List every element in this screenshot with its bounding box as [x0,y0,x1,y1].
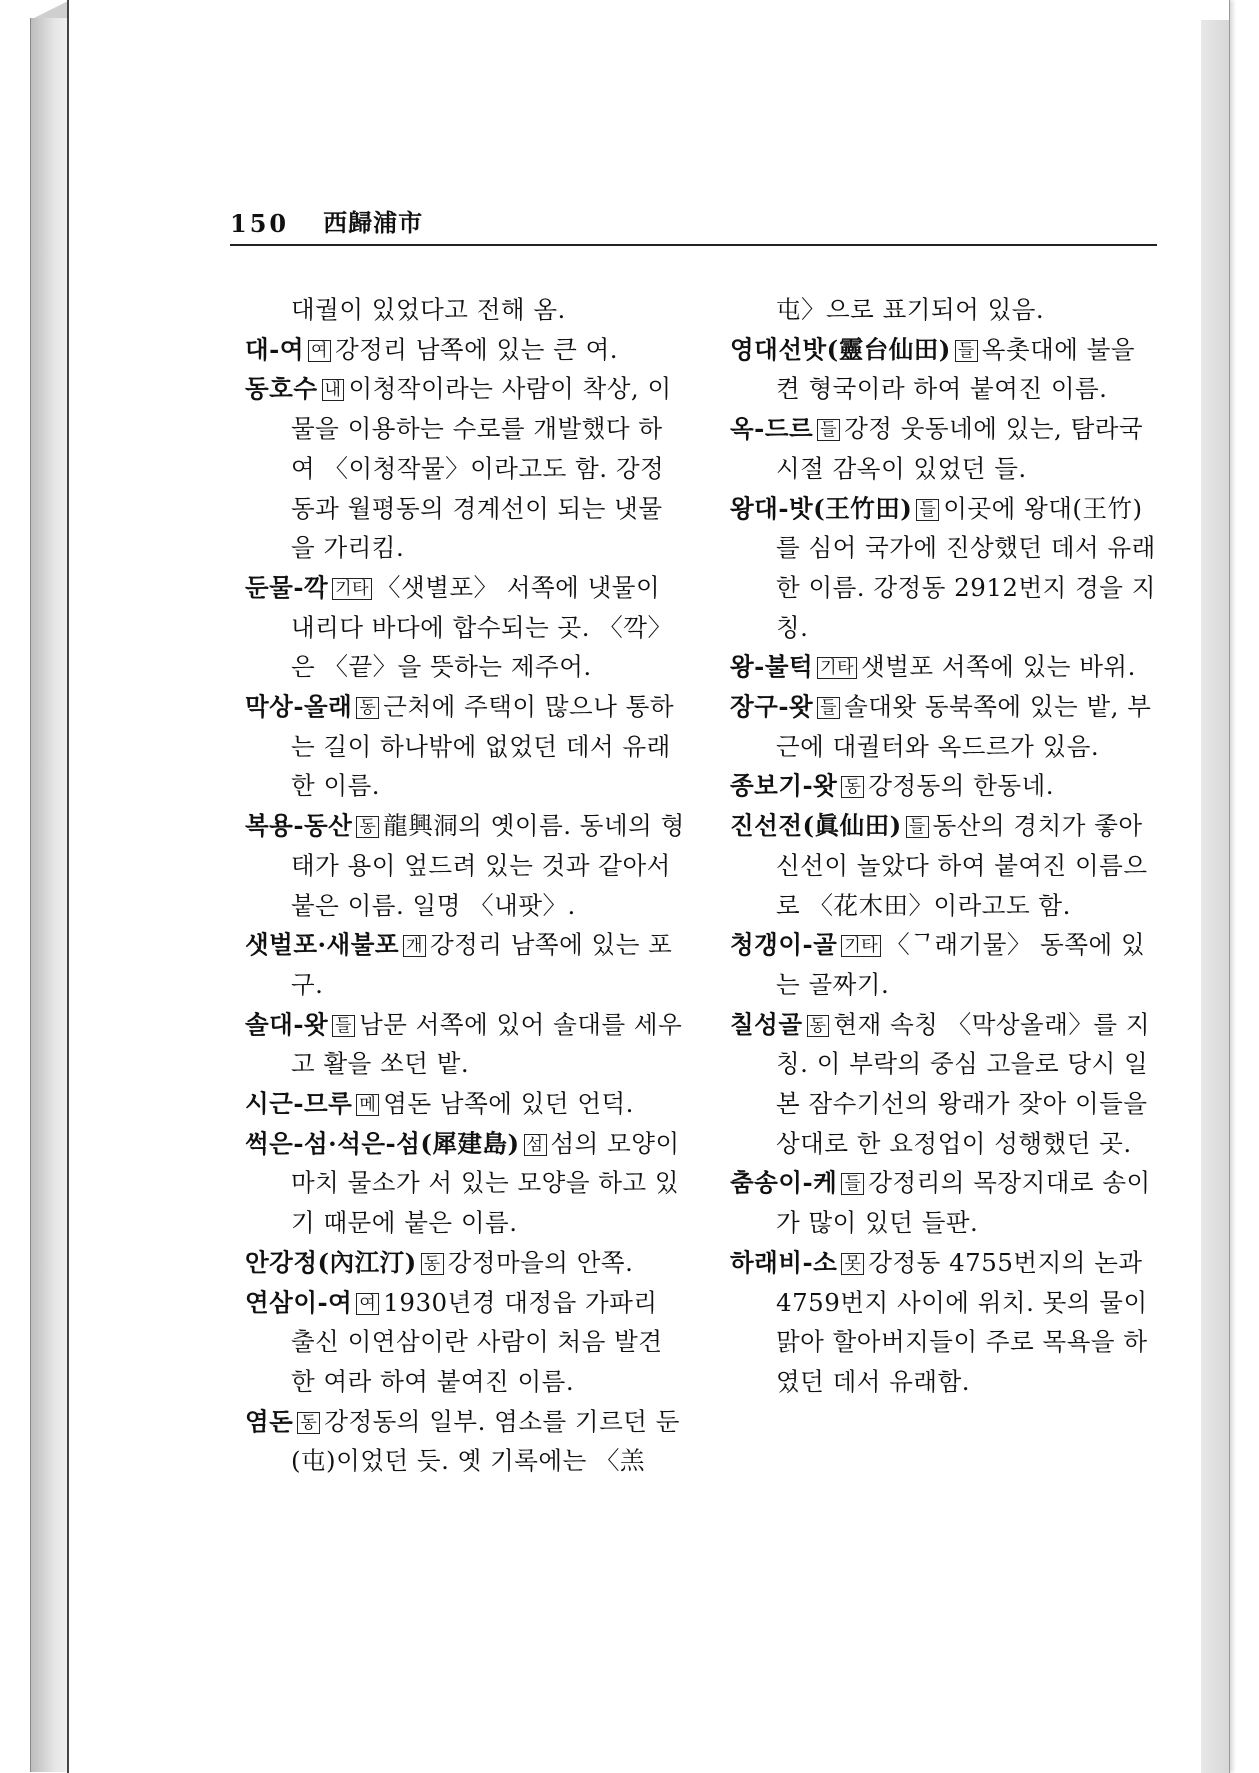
entry-definition: 대궐이 있었다고 전해 옴. [291,295,566,324]
page-header [230,210,1157,246]
entry-category-tag: 기타 [817,657,857,679]
entry-definition: 〈ᄀ래기물〉 동쪽에 있는 골짜기. [776,930,1146,999]
entry-category-tag: 동 [841,776,864,798]
entry-definition: 강정리 남쪽에 있는 포구. [291,930,673,999]
entry-category-tag: 들 [332,1015,355,1037]
entry-category-tag: 내 [322,379,345,401]
entry-headword: 연삼이-여 [245,1287,353,1317]
entry-category-tag: 개 [403,935,426,957]
entry-definition: 강정동 4755번지의 논과 4759번지 사이에 위치. 못의 물이 맑아 할아버지들이 주로 목욕을 하였던 데서 유래함. [776,1247,1148,1396]
entry-headword: 장구-왓 [730,692,814,722]
entry-headword: 왕대-밧(王竹田) [730,493,913,523]
entry-definition: 강정리의 목장지대로 송이가 많이 있던 들판. [776,1168,1151,1238]
page-right-edge [1201,20,1229,1773]
entry-category-tag: 동 [807,1015,830,1037]
entry-definition: 섬의 모양이 마치 물소가 서 있는 모양을 하고 있기 때문에 붙은 이름. [291,1128,680,1238]
entry-definition: 염돈 남쪽에 있던 언덕. [383,1089,634,1119]
dictionary-entry [245,1124,685,1243]
entry-headword: 청갱이-골 [730,930,838,960]
entry-category-tag: 들 [955,340,978,362]
dictionary-entry [245,925,685,1004]
entry-definition: 屯〉으로 표기되어 있음. [776,295,1045,324]
entry-category-tag: 들 [817,697,840,719]
dictionary-entry [245,568,685,687]
entry-definition: 이곳에 왕대(王竹)를 심어 국가에 진상했던 데서 유래한 이름. 강정동 2912번지 경을 지칭. [776,493,1156,642]
entry-definition: 현재 속칭 〈막상올래〉를 지칭. 이 부락의 중심 고을로 당시 일본 잠수기선의 왕래가 잦아 이들을 상대로 한 요정업이 성행했던 곳. [776,1009,1150,1158]
entry-headword: 종보기-왓 [730,771,838,801]
entry-definition: 솔대왓 동북쪽에 있는 밭, 부근에 대궐터와 옥드르가 있음. [776,692,1152,761]
entry-headword: 대-여 [245,334,305,364]
entry-headword: 영대선밧(靈台仙田) [730,334,951,364]
dictionary-entry [730,489,1160,648]
entry-category-tag: 들 [916,499,939,521]
entry-headword: 염돈 [245,1406,294,1436]
dictionary-entry [245,1005,685,1084]
entry-category-tag: 기타 [841,935,881,957]
entry-definition: 강정마을의 안쪽. [447,1247,634,1277]
entry-headword: 복용-동산 [245,811,353,841]
entry-definition: 〈샛별포〉 서쪽에 냇물이 내리다 바다에 합수되는 곳. 〈깍〉은 〈끝〉을 뜻하는 제주어. [291,572,673,682]
entry-category-tag: 기타 [332,578,372,600]
entry-definition: 옥촛대에 불을 켠 형국이라 하여 붙여진 이름. [776,334,1136,404]
dictionary-entry [245,806,685,925]
dictionary-entry [730,1005,1160,1164]
dictionary-entry [245,290,685,330]
entry-headword: 하래비-소 [730,1247,838,1277]
entry-definition: 龍興洞의 옛이름. 동네의 형태가 용이 엎드려 있는 것과 같아서 붙은 이름. 일명 〈내팟〉. [291,811,685,920]
entry-definition: 1930년경 대정읍 가파리 출신 이연삼이란 사람이 처음 발견한 여라 하여 붙여진 이름. [291,1287,663,1396]
dictionary-entry [730,925,1160,1004]
entry-headword: 동호수 [245,374,318,404]
entry-category-tag: 동 [356,816,379,838]
entry-definition: 강정 웃동네에 있는, 탐라국 시절 감옥이 있었던 들. [776,414,1144,483]
entry-definition: 근처에 주택이 많으나 통하는 길이 하나밖에 없었던 데서 유래한 이름. [291,692,674,801]
entry-category-tag: 섬 [524,1134,547,1156]
dictionary-entry [245,1402,685,1481]
entry-definition: 남문 서쪽에 있어 솔대를 세우고 활을 쏘던 밭. [291,1009,683,1079]
entry-definition: 강정리 남쪽에 있는 큰 여. [334,334,619,364]
entry-headword: 안강정(內江汀) [245,1247,417,1277]
entry-definition: 강정동의 일부. 염소를 기르던 둔(屯)이었던 듯. 옛 기록에는 〈羔 [291,1406,680,1476]
entry-definition: 동산의 경치가 좋아 신선이 놀았다 하여 붙여진 이름으로 〈花木田〉이라고도 함. [776,811,1148,920]
entry-category-tag: 들 [906,816,929,838]
entry-category-tag: 못 [841,1253,864,1275]
entry-headword: 막상-올래 [245,692,353,722]
running-title: 西歸浦市 [323,208,424,237]
entry-headword: 샛벌포·새불포 [245,930,400,960]
entry-definition: 강정동의 한동네. [868,771,1055,801]
dictionary-entry [245,369,685,568]
entry-headword: 왕-불턱 [730,652,814,682]
book-spine-top [30,0,70,20]
book-spine [30,18,71,1772]
dictionary-entry [730,1243,1160,1402]
entry-headword: 옥-드르 [730,414,814,444]
dictionary-entry [730,647,1160,687]
entry-definition: 이청작이라는 사람이 착상, 이 물을 이용하는 수로를 개발했다 하여 〈이청작물〉이라고도 함. 강정동과 월평동의 경계선이 되는 냇물을 가리킴. [291,374,672,563]
right-column [730,290,1160,1402]
left-column [245,290,685,1481]
entry-headword: 둔물-깍 [245,572,329,602]
dictionary-entry [245,330,685,370]
dictionary-entry [730,687,1160,766]
dictionary-entry [245,1243,685,1283]
entry-category-tag: 여 [356,1293,379,1315]
entry-headword: 춤송이-케 [730,1168,838,1198]
entry-category-tag: 메 [356,1094,379,1116]
entry-headword: 칠성골 [730,1009,803,1039]
entry-headword: 시근-므루 [245,1089,353,1119]
entry-category-tag: 동 [297,1412,320,1434]
dictionary-entry [245,1084,685,1124]
entry-category-tag: 동 [356,697,379,719]
entry-definition: 샛벌포 서쪽에 있는 바위. [861,652,1136,682]
entry-headword: 썩은-섬·석은-섬(犀建島) [245,1128,520,1158]
page-number: 150 [230,209,290,238]
dictionary-entry [730,330,1160,409]
entry-category-tag: 여 [308,340,331,362]
dictionary-entry [730,766,1160,806]
dictionary-entry [730,409,1160,488]
entry-category-tag: 들 [817,419,840,441]
entry-category-tag: 동 [421,1253,444,1275]
dictionary-entry [730,290,1160,330]
entry-category-tag: 들 [841,1173,864,1195]
dictionary-entry [245,687,685,806]
entry-headword: 진선전(眞仙田) [730,811,902,841]
dictionary-entry [730,1163,1160,1242]
dictionary-entry [730,806,1160,925]
entry-headword: 솔대-왓 [245,1009,329,1039]
dictionary-entry [245,1283,685,1402]
